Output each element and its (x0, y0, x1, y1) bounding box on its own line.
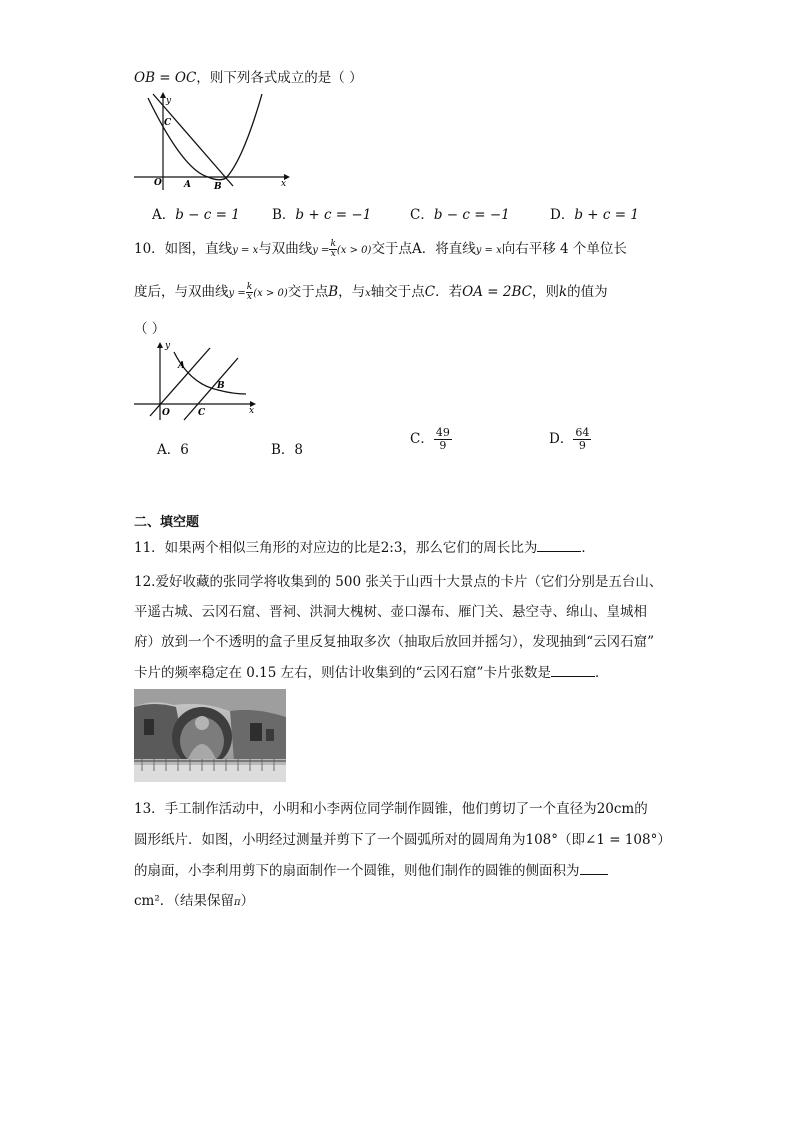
q9-option-c-text: b − c = −1 (433, 207, 510, 223)
q10-k: k (558, 284, 568, 300)
q10-option-c-fraction (434, 427, 452, 451)
q12-answer-blank[interactable] (551, 664, 595, 677)
q9-option-c-letter: C． (410, 207, 434, 223)
q10-option-b-text: 8 (294, 442, 304, 458)
q10-eq-y-x: y = x (232, 245, 259, 256)
q9-stem-text: ，则下列各式成立的是（ ） (196, 70, 363, 86)
q10-option-d-num: 64 (575, 426, 590, 440)
q10-hyperbola-graph (128, 338, 263, 423)
q9-label-a: A (184, 180, 191, 190)
q10-domain: (x > 0) (253, 288, 288, 299)
q10-frac-num: k (330, 239, 336, 249)
q10-text: ，则 (531, 284, 559, 300)
q10-option-a-text: 6 (180, 442, 189, 458)
q10-option-d-den: 9 (578, 439, 586, 452)
q10-line2 (134, 280, 608, 302)
q10-text: 交于点A．将直线 (371, 241, 476, 257)
q10-point-b: B (328, 284, 339, 300)
q10-text: 交于点 (287, 284, 329, 300)
q10-domain: (x > 0) (336, 245, 372, 256)
q10-shifted-line (184, 358, 238, 420)
q9-option-d-text: b + c = 1 (574, 207, 639, 223)
q10-text: 与双曲线 (258, 241, 313, 257)
q13-text: 的 (634, 801, 648, 817)
q10-eq-y: y = (228, 288, 246, 299)
q10-label-o: O (162, 408, 170, 418)
q9-label-o: O (154, 178, 162, 188)
q9-option-a[interactable] (152, 203, 240, 223)
q10-text: 的值为 (567, 284, 608, 300)
q11-answer-blank[interactable] (537, 539, 581, 552)
q9-condition: OB = OC (134, 70, 197, 86)
q10-hyperbola (174, 352, 246, 394)
q10-frac-den: x (330, 249, 336, 259)
q13-text: 的扇面，小李利用剪下的扇面制作一个圆锥，则他们制作的圆锥的侧面积为 (134, 863, 580, 879)
q13-text: 圆形纸片．如图，小明经过测量并剪下了一个圆弧所对的圆周角为 (134, 832, 526, 848)
q13-text: 13．手工制作活动中，小明和小李两位同学制作圆锥，他们剪切了一个直径为 (134, 801, 597, 817)
q10-label-x: x (249, 406, 255, 416)
q13-text: ） (240, 893, 255, 909)
q10-frac-den: x (246, 292, 252, 302)
q10-option-c-num: 49 (435, 426, 450, 440)
q9-option-a-letter: A． (152, 207, 176, 223)
q9-stem (134, 66, 363, 86)
q10-option-c[interactable] (410, 427, 452, 452)
q10-option-c-letter: C． (410, 431, 434, 447)
q13-line3 (134, 859, 608, 879)
q10-option-d-letter: D． (549, 431, 574, 447)
q10-eq-y: y = (312, 245, 330, 256)
q13-unit: cm² (134, 893, 160, 909)
q10-label-y: y (165, 341, 171, 351)
q9-label-x: x (281, 179, 287, 189)
q11-text: ． (581, 540, 595, 556)
q11-ratio: 2:3 (380, 540, 403, 556)
q11 (134, 536, 595, 556)
q11-text: ，那么它们的周长比为 (402, 540, 538, 556)
q13-line2 (134, 828, 671, 848)
q10-eq-y-x: y = x (475, 245, 502, 256)
section-heading: 二、填空题 (134, 515, 200, 530)
q10-option-a[interactable] (157, 438, 189, 458)
q9-label-y: y (166, 96, 172, 106)
q10-option-a-letter: A． (157, 442, 181, 458)
q10-option-b[interactable] (271, 438, 303, 458)
q9-label-b: B (214, 182, 222, 192)
q9-option-b-text: b + c = −1 (295, 207, 372, 223)
q13-pi: π (234, 897, 241, 908)
q10-text: ，与 (338, 284, 366, 300)
q10-option-d-fraction (573, 427, 591, 451)
q10-y-arrow (157, 342, 163, 348)
q12-text: ． (594, 665, 609, 681)
q12-text: 卡片的频率稳定在 0.15 左右，则估计收集到的“云冈石窟”卡片张数是 (134, 665, 551, 681)
q9-option-d[interactable] (550, 203, 639, 223)
q9-option-c[interactable] (410, 203, 510, 223)
q10-answer-paren: （ ） (134, 321, 166, 337)
q12-line4 (134, 661, 608, 681)
q10-label-b: B (217, 381, 225, 391)
q9-label-c: C (164, 118, 172, 128)
q9-option-d-letter: D． (550, 207, 575, 223)
photo-illustration (134, 689, 286, 782)
q10-text: 轴交于点 (370, 284, 425, 300)
q13-diameter: 20cm (596, 801, 635, 817)
q10-condition: OA = 2BC (462, 284, 532, 300)
q10-label-a: A (178, 361, 185, 371)
q13-angle-note: （即∠1 = 108°） (558, 832, 671, 848)
q10-text: 10．如图，直线 (134, 241, 233, 257)
q10-text: 向右平移 4 个单位长 (501, 241, 627, 257)
q12-line2: 平遥古城、云冈石窟、晋祠、洪洞大槐树、壶口瀑布、雁门关、悬空寺、绵山、皇城相 (134, 604, 647, 620)
q10-frac-num: k (246, 282, 253, 292)
q9-option-b[interactable] (272, 203, 371, 223)
q11-text: 11．如果两个相似三角形的对应边的比是 (134, 540, 381, 556)
q10-text: ．若 (435, 284, 463, 300)
q10-line-y-x (150, 348, 210, 416)
q13-text: ．（结果保留 (159, 893, 235, 909)
q9-option-b-letter: B． (272, 207, 296, 223)
q10-fraction-k-x (329, 240, 336, 259)
q10-x: x (365, 288, 371, 299)
q10-label-c: C (198, 408, 206, 418)
q10-option-b-letter: B． (271, 442, 295, 458)
q13-line4 (134, 889, 254, 909)
q9-parabola (148, 94, 262, 180)
q13-angle: 108° (525, 832, 559, 848)
q9-line (153, 94, 233, 186)
q12-line1: 12.爱好收藏的张同学将收集到的 500 张关于山西十大景点的卡片（它们分别是五台山、 (134, 574, 663, 590)
q10-option-c-den: 9 (439, 439, 447, 452)
yungang-grottoes-photo (134, 689, 286, 782)
q12-line3: 府）放到一个不透明的盒子里反复抽取多次（抽取后放回并摇匀），发现抽到“云冈石窟” (134, 634, 655, 650)
q9-option-a-text: b − c = 1 (175, 207, 240, 223)
q13-line1 (134, 797, 648, 817)
q13-answer-blank[interactable] (580, 862, 608, 875)
q10-line1 (134, 237, 627, 259)
q10-text: 度后，与双曲线 (134, 284, 229, 300)
q10-point-c: C (424, 284, 436, 300)
q9-parabola-graph (128, 90, 293, 195)
q10-option-d[interactable] (549, 427, 591, 452)
